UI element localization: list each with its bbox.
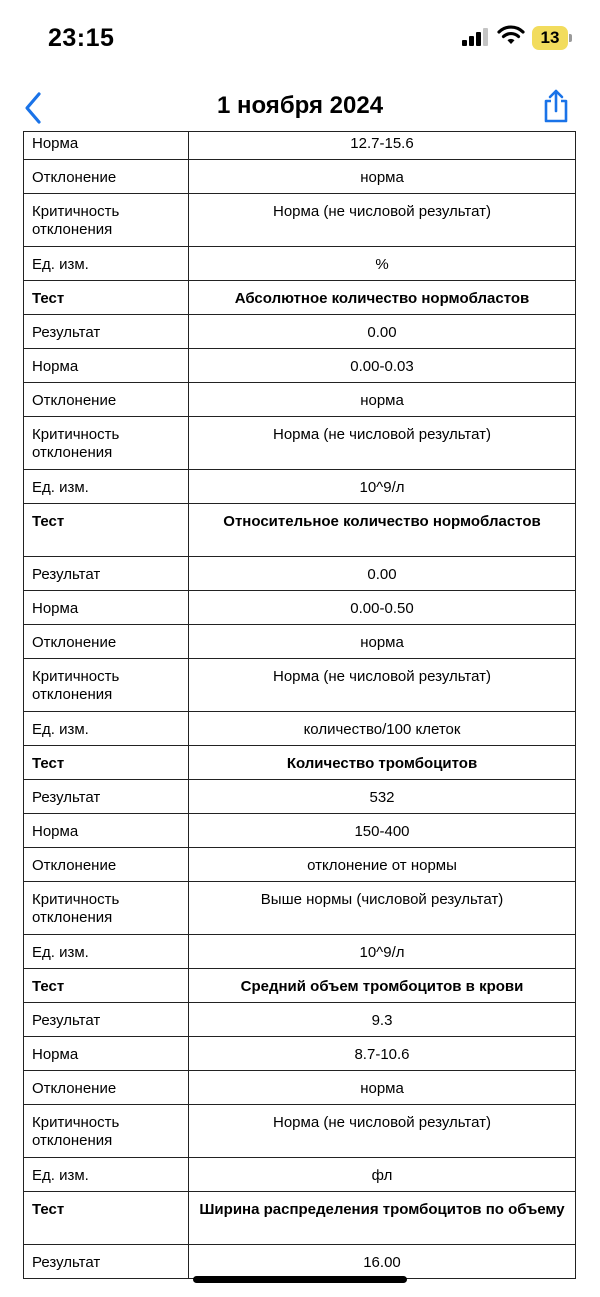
row-value: Относительное количество нормобластов: [189, 504, 576, 557]
table-row: [24, 1037, 576, 1071]
table-row: [24, 625, 576, 659]
results-table-body: [24, 132, 576, 1279]
row-label: Результат: [24, 315, 189, 349]
page-title: 1 ноября 2024: [216, 92, 384, 119]
row-value: Норма (не числовой результат): [189, 659, 576, 712]
row-value: норма: [189, 625, 576, 659]
table-row: [24, 160, 576, 194]
table-row: [24, 1158, 576, 1192]
battery-tip: [569, 34, 572, 42]
table-row: [24, 194, 576, 247]
row-value: норма: [189, 160, 576, 194]
row-label: Отклонение: [24, 848, 189, 882]
row-label: Тест: [24, 281, 189, 315]
table-row: [24, 383, 576, 417]
row-label: Ед. изм.: [24, 1158, 189, 1192]
battery-level: 13: [532, 26, 568, 50]
table-row: [24, 1105, 576, 1158]
home-indicator[interactable]: [193, 1276, 407, 1283]
row-value: фл: [189, 1158, 576, 1192]
row-label: Тест: [24, 969, 189, 1003]
row-value: норма: [189, 1071, 576, 1105]
row-value: Выше нормы (числовой результат): [189, 882, 576, 935]
row-label: Отклонение: [24, 160, 189, 194]
row-value: 0.00: [189, 557, 576, 591]
table-row: [24, 591, 576, 625]
results-table: [23, 131, 576, 1279]
test-header-row: [24, 969, 576, 1003]
row-label: Результат: [24, 1245, 189, 1279]
row-value: 0.00-0.03: [189, 349, 576, 383]
test-header-row: [24, 504, 576, 557]
test-header-row: [24, 1192, 576, 1245]
table-row: [24, 848, 576, 882]
row-label: Норма: [24, 591, 189, 625]
battery-indicator: [532, 26, 572, 50]
row-value: Количество тромбоцитов: [189, 746, 576, 780]
table-row: [24, 1003, 576, 1037]
results-scroll-area[interactable]: [0, 135, 600, 1271]
row-value: 150-400: [189, 814, 576, 848]
row-label: Результат: [24, 557, 189, 591]
table-row: [24, 315, 576, 349]
row-label: Критичность отклонения: [24, 882, 189, 935]
table-row: [24, 882, 576, 935]
table-row: [24, 1245, 576, 1279]
table-row: [24, 1071, 576, 1105]
row-value: 10^9/л: [189, 470, 576, 504]
table-row: [24, 417, 576, 470]
row-value: 12.7-15.6: [189, 132, 576, 160]
row-value: 16.00: [189, 1245, 576, 1279]
back-button[interactable]: [18, 88, 48, 128]
row-value: количество/100 клеток: [189, 712, 576, 746]
row-label: Ед. изм.: [24, 935, 189, 969]
row-value: Норма (не числовой результат): [189, 194, 576, 247]
table-row: [24, 712, 576, 746]
row-value: 532: [189, 780, 576, 814]
row-value: 0.00: [189, 315, 576, 349]
row-label: Тест: [24, 746, 189, 780]
row-label: Критичность отклонения: [24, 417, 189, 470]
status-time: 23:15: [48, 24, 115, 52]
status-bar: [0, 0, 600, 80]
row-label: Критичность отклонения: [24, 194, 189, 247]
row-value: 10^9/л: [189, 935, 576, 969]
row-label: Критичность отклонения: [24, 659, 189, 712]
row-value: Ширина распределения тромбоцитов по объему: [189, 1192, 576, 1245]
table-row: [24, 935, 576, 969]
test-header-row: [24, 746, 576, 780]
nav-bar: [0, 80, 600, 136]
row-value: 0.00-0.50: [189, 591, 576, 625]
row-label: Тест: [24, 504, 189, 557]
row-value: Средний объем тромбоцитов в крови: [189, 969, 576, 1003]
table-row: [24, 780, 576, 814]
chevron-left-icon: [24, 92, 42, 124]
row-value: отклонение от нормы: [189, 848, 576, 882]
row-label: Критичность отклонения: [24, 1105, 189, 1158]
test-header-row: [24, 281, 576, 315]
table-row: [24, 247, 576, 281]
row-label: Отклонение: [24, 1071, 189, 1105]
row-label: Тест: [24, 1192, 189, 1245]
row-value: Норма (не числовой результат): [189, 1105, 576, 1158]
row-label: Результат: [24, 780, 189, 814]
table-row: [24, 557, 576, 591]
row-label: Норма: [24, 132, 189, 160]
table-row: [24, 470, 576, 504]
row-label: Ед. изм.: [24, 470, 189, 504]
row-label: Норма: [24, 349, 189, 383]
row-value: %: [189, 247, 576, 281]
table-row: [24, 349, 576, 383]
row-label: Отклонение: [24, 625, 189, 659]
row-label: Ед. изм.: [24, 712, 189, 746]
table-row: [24, 132, 576, 160]
table-row: [24, 659, 576, 712]
row-value: Абсолютное количество нормобластов: [189, 281, 576, 315]
row-label: Норма: [24, 1037, 189, 1071]
row-label: Ед. изм.: [24, 247, 189, 281]
table-row: [24, 814, 576, 848]
row-label: Отклонение: [24, 383, 189, 417]
wifi-icon: [498, 25, 524, 45]
share-button[interactable]: [538, 86, 574, 126]
row-label: Норма: [24, 814, 189, 848]
row-value: норма: [189, 383, 576, 417]
row-value: Норма (не числовой результат): [189, 417, 576, 470]
share-icon: [542, 89, 570, 123]
row-label: Результат: [24, 1003, 189, 1037]
row-value: 9.3: [189, 1003, 576, 1037]
row-value: 8.7-10.6: [189, 1037, 576, 1071]
cellular-signal-icon: [462, 28, 490, 46]
